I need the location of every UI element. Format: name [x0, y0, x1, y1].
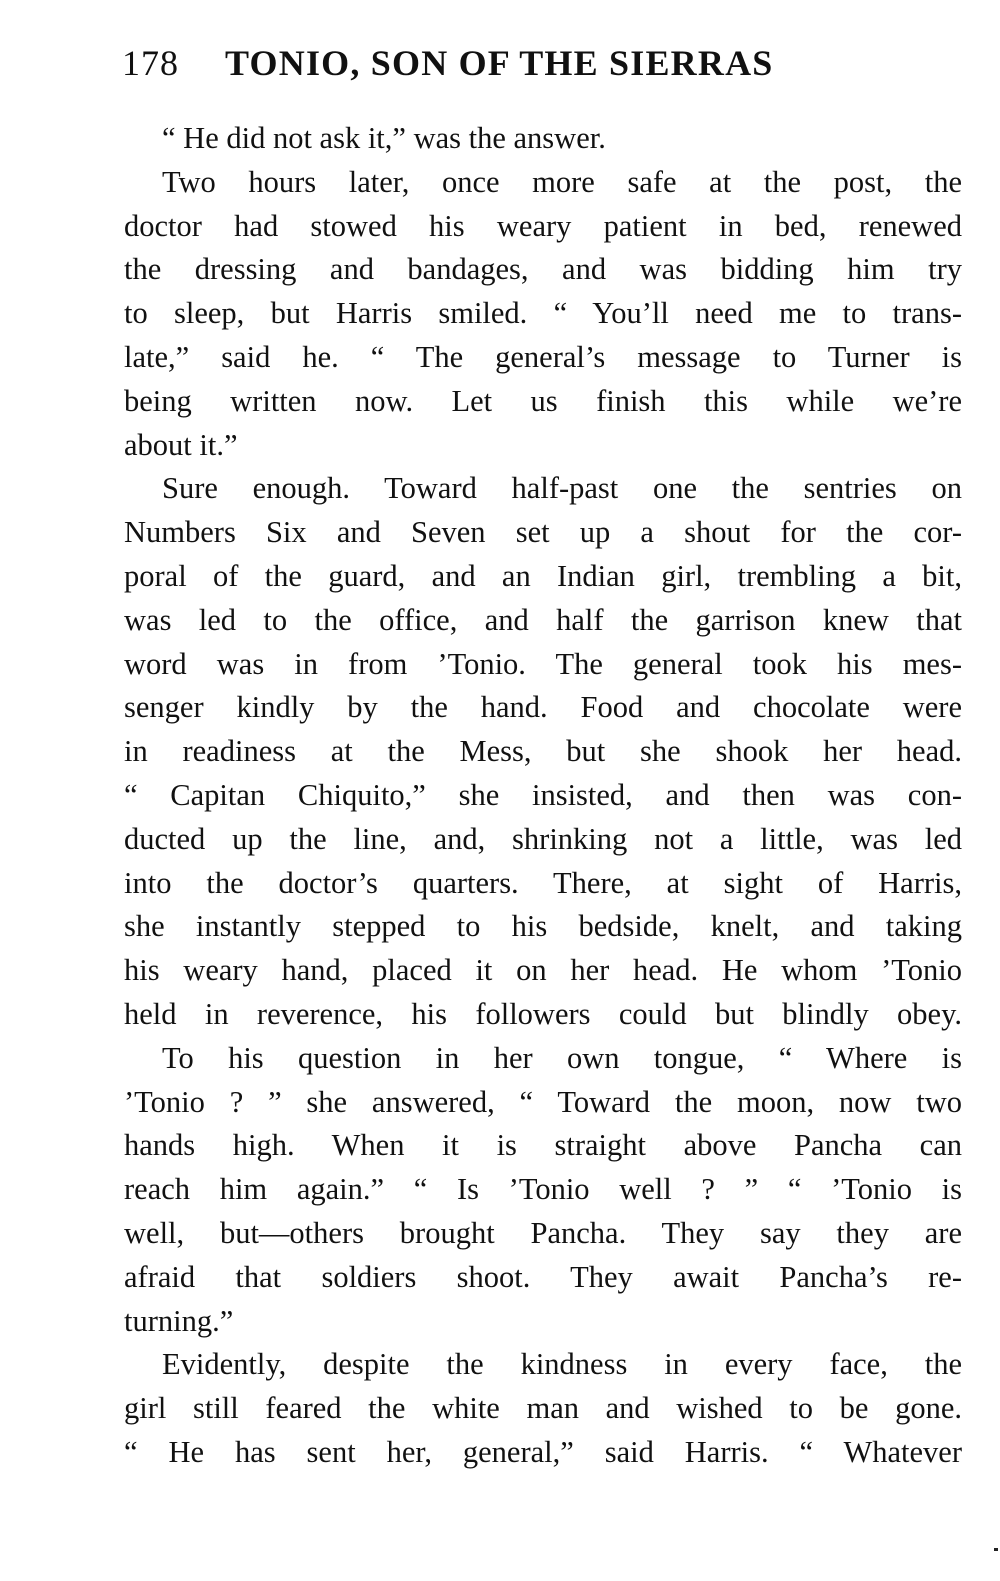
text-line: held in reverence, his followers could but blindly obey. [124, 996, 962, 1031]
text-line: she instantly stepped to his bedside, knelt, and taking [124, 909, 962, 944]
text-line: “ He did not ask it,” was the answer. [162, 121, 606, 155]
text-line: ’Tonio ? ” she answered, “ Toward the moon, now two [124, 1084, 962, 1119]
text-line: in readiness at the Mess, but she shook her head. [124, 734, 962, 769]
text-line: “ He has sent her, general,” said Harris. “ Whatever [124, 1434, 962, 1469]
text-line: word was in from ’Tonio. The general took his mes- [124, 646, 962, 681]
text-line: to sleep, but Harris smiled. “ You’ll need me to trans- [124, 296, 962, 331]
text-line: afraid that soldiers shoot. They await Pancha’s re- [124, 1259, 962, 1294]
text-line: well, but—others brought Pancha. They say they are [124, 1215, 962, 1250]
text-line: Sure enough. Toward half-past one the sentries on [162, 471, 962, 506]
text-line: Two hours later, once more safe at the post, the [162, 164, 962, 199]
text-line: Numbers Six and Seven set up a shout for the cor- [124, 515, 962, 550]
text-line: “ Capitan Chiquito,” she insisted, and then was con- [124, 777, 962, 812]
page-number: 178 [122, 43, 179, 83]
text-line: poral of the guard, and an Indian girl, trembling a bit, [124, 558, 962, 593]
running-head [122, 38, 892, 88]
text-line: his weary hand, placed it on her head. He whom ’Tonio [124, 953, 962, 988]
text-line: doctor had stowed his weary patient in bed, renewed [124, 208, 962, 243]
text-line: being written now. Let us finish this while we’re [124, 383, 962, 418]
text-line: girl still feared the white man and wished to be gone. [124, 1391, 962, 1426]
running-title: TONIO, SON OF THE SIERRAS [225, 43, 774, 83]
text-line: turning.” [124, 1303, 234, 1338]
text-line: reach him again.” “ Is ’Tonio well ? ” “ ’Tonio is [124, 1172, 962, 1207]
body-text [124, 117, 962, 1475]
text-line: Evidently, despite the kindness in every face, the [162, 1347, 962, 1382]
text-line: the dressing and bandages, and was bidding him try [124, 252, 962, 287]
text-line: late,” said he. “ The general’s message to Turner is [124, 339, 962, 374]
text-line: ducted up the line, and, shrinking not a little, was led [124, 821, 962, 856]
text-line: into the doctor’s quarters. There, at sight of Harris, [124, 865, 962, 900]
text-line: about it.” [124, 427, 238, 462]
scan-speck [994, 1548, 998, 1551]
text-line: To his question in her own tongue, “ Where is [162, 1040, 962, 1075]
text-line: hands high. When it is straight above Pancha can [124, 1128, 962, 1163]
text-line: senger kindly by the hand. Food and chocolate were [124, 690, 962, 725]
text-line: was led to the office, and half the garrison knew that [124, 602, 962, 637]
